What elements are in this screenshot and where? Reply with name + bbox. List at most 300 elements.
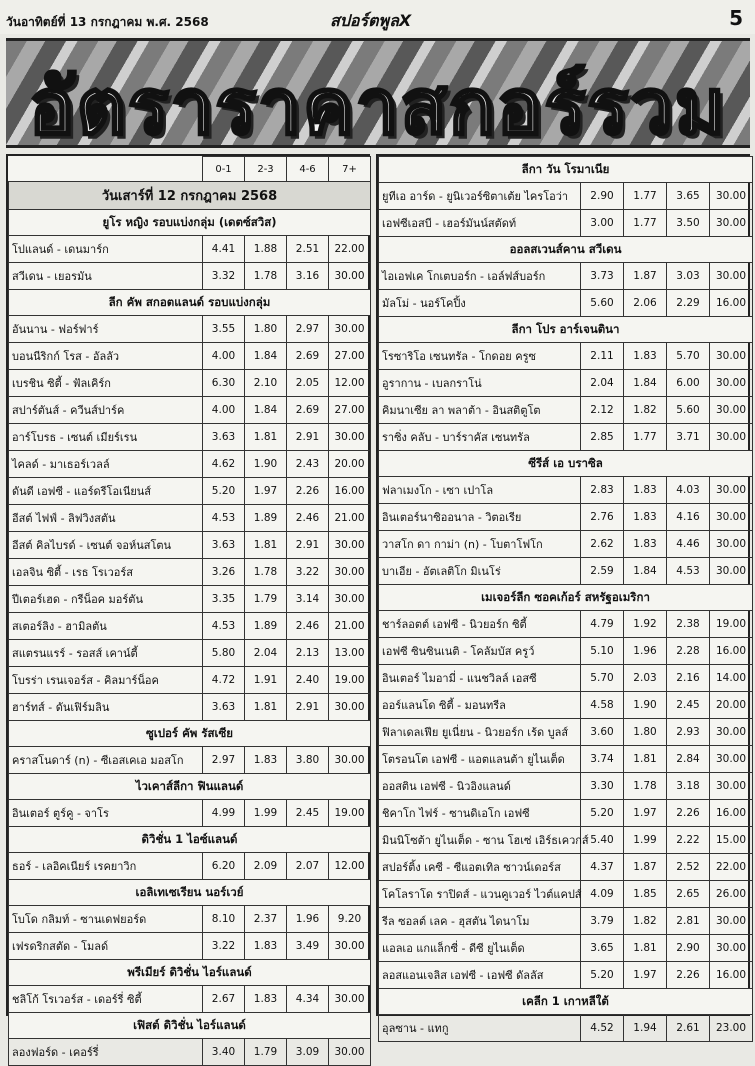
odds-value: 1.97 <box>624 962 667 989</box>
odds-value: 2.03 <box>624 665 667 692</box>
match-row <box>379 397 753 424</box>
match-name: วาสโก ดา กาม่า (n) - โบตาโฟโก <box>379 531 581 558</box>
league-row <box>379 237 753 263</box>
odds-value: 1.96 <box>624 638 667 665</box>
column-header: 7+ <box>329 157 371 182</box>
match-name: ไอเอฟเค โกเตบอร์ก - เอล์ฟส์บอร์ก <box>379 263 581 290</box>
odds-value: 1.84 <box>245 343 287 370</box>
column-header: 0-1 <box>203 157 245 182</box>
title-banner <box>6 38 750 151</box>
odds-value: 1.99 <box>245 800 287 827</box>
match-name: สปาร์ตันส์ - ควีนส์ปาร์ค <box>9 397 203 424</box>
league-name: ดิวิชั่น 1 ไอซ์แลนด์ <box>9 827 371 853</box>
odds-value: 16.00 <box>710 638 753 665</box>
league-name: เคลีก 1 เกาหลีใต้ <box>379 989 753 1015</box>
match-row <box>379 343 753 370</box>
odds-value: 3.18 <box>667 773 710 800</box>
odds-value: 1.77 <box>624 210 667 237</box>
match-row <box>379 370 753 397</box>
odds-value: 4.00 <box>203 343 245 370</box>
match-name: ปีเตอร์เฮด - กรีน็อค มอร์ตัน <box>9 586 203 613</box>
match-row <box>9 906 371 933</box>
odds-value: 1.81 <box>624 935 667 962</box>
odds-value: 30.00 <box>710 183 753 210</box>
match-name: รีล ซอลต์ เลค - ฮุสตัน ไดนาโม <box>379 908 581 935</box>
odds-value: 1.96 <box>287 906 329 933</box>
odds-value: 2.04 <box>581 370 624 397</box>
odds-value: 16.00 <box>329 478 371 505</box>
odds-value: 30.00 <box>710 935 753 962</box>
odds-value: 3.09 <box>287 1039 329 1066</box>
match-row <box>379 827 753 854</box>
odds-value: 1.87 <box>624 263 667 290</box>
match-name: ราซิ่ง คลับ - บาร์ราคัส เซนทรัล <box>379 424 581 451</box>
odds-value: 2.84 <box>667 746 710 773</box>
odds-value: 15.00 <box>710 827 753 854</box>
odds-value: 4.79 <box>581 611 624 638</box>
match-row <box>9 478 371 505</box>
match-name: อูรากาน - เบลกราโน่ <box>379 370 581 397</box>
odds-value: 30.00 <box>710 477 753 504</box>
odds-value: 4.46 <box>667 531 710 558</box>
odds-value: 14.00 <box>710 665 753 692</box>
odds-value: 20.00 <box>329 451 371 478</box>
odds-value: 19.00 <box>329 667 371 694</box>
match-name: แอลเอ แกแล็กซี่ - ดีซี ยูไนเต็ด <box>379 935 581 962</box>
match-name: เอฟซีเอสบี - เฮอร์มันน์สตัดท์ <box>379 210 581 237</box>
odds-value: 3.65 <box>581 935 624 962</box>
odds-value: 3.79 <box>581 908 624 935</box>
match-name: โปแลนด์ - เดนมาร์ก <box>9 236 203 263</box>
odds-value: 4.34 <box>287 986 329 1013</box>
odds-value: 1.81 <box>245 694 287 721</box>
odds-value: 16.00 <box>710 800 753 827</box>
match-name: ลองฟอร์ด - เคอร์รี่ <box>9 1039 203 1066</box>
odds-value: 30.00 <box>710 263 753 290</box>
odds-value: 30.00 <box>329 316 371 343</box>
match-row <box>379 424 753 451</box>
match-row <box>379 881 753 908</box>
odds-value: 12.00 <box>329 853 371 880</box>
match-name: อาร์โบรธ - เซนต์ เมียร์เรน <box>9 424 203 451</box>
odds-value: 2.26 <box>667 800 710 827</box>
left-odds-table <box>8 156 371 1066</box>
odds-value: 3.40 <box>203 1039 245 1066</box>
match-row <box>9 853 371 880</box>
match-name: อีสต์ คิลไบรด์ - เซนต์ จอห์นสโตน <box>9 532 203 559</box>
match-name: โคโลราโด ราปิดส์ - แวนคูเวอร์ ไวต์แคปส์ <box>379 881 581 908</box>
odds-value: 30.00 <box>710 908 753 935</box>
league-row <box>9 210 371 236</box>
odds-value: 3.22 <box>287 559 329 586</box>
odds-value: 2.37 <box>245 906 287 933</box>
match-row <box>379 665 753 692</box>
match-name: โรซาริโอ เซนทรัล - โกดอย ครูซ <box>379 343 581 370</box>
right-odds-column <box>376 154 750 1035</box>
odds-value: 3.63 <box>203 694 245 721</box>
match-row <box>9 1039 371 1066</box>
odds-value: 1.83 <box>245 747 287 774</box>
odds-value: 30.00 <box>329 586 371 613</box>
odds-value: 1.92 <box>624 611 667 638</box>
odds-value: 30.00 <box>710 558 753 585</box>
odds-value: 2.06 <box>624 290 667 317</box>
odds-value: 4.37 <box>581 854 624 881</box>
odds-value: 2.09 <box>245 853 287 880</box>
odds-value: 1.78 <box>245 559 287 586</box>
match-name: ชลิโก้ โรเวอร์ส - เดอร์รี่ ซิตี้ <box>9 986 203 1013</box>
match-day: วันเสาร์ที่ 12 กรกฎาคม 2568 <box>9 182 371 210</box>
match-row <box>379 962 753 989</box>
odds-value: 2.45 <box>667 692 710 719</box>
odds-value: 30.00 <box>710 719 753 746</box>
odds-value: 3.65 <box>667 183 710 210</box>
newspaper-brand: สปอร์ตพูลX <box>330 11 412 30</box>
odds-value: 3.71 <box>667 424 710 451</box>
odds-value: 4.52 <box>581 1015 624 1042</box>
odds-value: 1.83 <box>624 504 667 531</box>
odds-value: 30.00 <box>329 933 371 960</box>
match-name: ฮาร์ทส์ - ดันเฟิร์มลิน <box>9 694 203 721</box>
odds-value: 1.90 <box>245 451 287 478</box>
odds-value: 21.00 <box>329 613 371 640</box>
odds-value: 2.46 <box>287 613 329 640</box>
odds-value: 1.91 <box>245 667 287 694</box>
odds-value: 21.00 <box>329 505 371 532</box>
match-name: อินเตอร์ ไมอามี่ - แนชวิลล์ เอสซี <box>379 665 581 692</box>
league-name: ออลสเวนส์คาน สวีเดน <box>379 237 753 263</box>
odds-value: 1.97 <box>245 478 287 505</box>
match-row <box>379 638 753 665</box>
odds-value: 30.00 <box>710 773 753 800</box>
odds-value: 1.97 <box>624 800 667 827</box>
match-name: สแตรนแรร์ - รอสส์ เคาน์ตี้ <box>9 640 203 667</box>
league-row <box>9 290 371 316</box>
odds-value: 6.20 <box>203 853 245 880</box>
odds-value: 3.26 <box>203 559 245 586</box>
odds-value: 1.84 <box>624 558 667 585</box>
odds-value: 4.41 <box>203 236 245 263</box>
match-name: เบรชิน ซิตี้ - ฟัลเคิร์ก <box>9 370 203 397</box>
match-name: อินเตอร์ ตูร์คู - จาโร <box>9 800 203 827</box>
odds-value: 4.16 <box>667 504 710 531</box>
odds-value: 30.00 <box>710 531 753 558</box>
odds-value: 4.72 <box>203 667 245 694</box>
match-name: เอลจิน ซิตี้ - เรธ โรเวอร์ส <box>9 559 203 586</box>
odds-value: 2.91 <box>287 424 329 451</box>
match-name: โบโด กลิมท์ - ซานเดฟยอร์ด <box>9 906 203 933</box>
odds-value: 19.00 <box>329 800 371 827</box>
match-row <box>9 397 371 424</box>
odds-value: 3.14 <box>287 586 329 613</box>
right-odds-table <box>378 156 753 1042</box>
match-name: ออสติน เอฟซี - นิวอิงแลนด์ <box>379 773 581 800</box>
odds-value: 20.00 <box>710 692 753 719</box>
odds-value: 3.00 <box>581 210 624 237</box>
match-name: ฟิลาเดลเฟีย ยูเนี่ยน - นิวยอร์ก เร้ด บูลส์ <box>379 719 581 746</box>
odds-value: 22.00 <box>329 236 371 263</box>
match-name: อีสต์ ไฟฟ์ - ลิฟวิงสตัน <box>9 505 203 532</box>
odds-value: 2.38 <box>667 611 710 638</box>
odds-value: 5.60 <box>581 290 624 317</box>
odds-value: 2.45 <box>287 800 329 827</box>
match-row <box>9 370 371 397</box>
league-row <box>9 960 371 986</box>
odds-value: 2.51 <box>287 236 329 263</box>
match-row <box>9 933 371 960</box>
odds-value: 1.82 <box>624 397 667 424</box>
odds-value: 8.10 <box>203 906 245 933</box>
odds-value: 5.70 <box>667 343 710 370</box>
match-row <box>9 263 371 290</box>
league-row <box>379 451 753 477</box>
odds-value: 27.00 <box>329 343 371 370</box>
odds-value: 1.84 <box>245 397 287 424</box>
match-row <box>379 935 753 962</box>
odds-value: 1.87 <box>624 854 667 881</box>
odds-value: 1.83 <box>245 933 287 960</box>
match-name: อันนาน - ฟอร์ฟาร์ <box>9 316 203 343</box>
match-row <box>9 559 371 586</box>
odds-value: 2.11 <box>581 343 624 370</box>
odds-value: 30.00 <box>329 424 371 451</box>
league-name: ไวเคาส์ลีกา ฟินแลนด์ <box>9 774 371 800</box>
match-row <box>379 611 753 638</box>
odds-value: 6.00 <box>667 370 710 397</box>
league-row <box>9 880 371 906</box>
match-name: เฟรดริกสตัด - โมลด์ <box>9 933 203 960</box>
odds-value: 2.59 <box>581 558 624 585</box>
odds-value: 9.20 <box>329 906 371 933</box>
odds-value: 1.81 <box>245 424 287 451</box>
odds-value: 30.00 <box>329 559 371 586</box>
match-name: ไคลด์ - มาเธอร์เวลล์ <box>9 451 203 478</box>
banner-title: อัตราราคาสกอร์รวม <box>29 62 727 151</box>
match-row <box>379 558 753 585</box>
odds-value: 2.97 <box>203 747 245 774</box>
odds-value: 3.49 <box>287 933 329 960</box>
odds-value: 1.79 <box>245 586 287 613</box>
odds-value: 2.07 <box>287 853 329 880</box>
match-name: มัลโม่ - นอร์โคปิ้ง <box>379 290 581 317</box>
league-name: ซีรีส์ เอ บราซิล <box>379 451 753 477</box>
odds-value: 30.00 <box>710 746 753 773</box>
odds-value: 5.60 <box>667 397 710 424</box>
odds-value: 1.80 <box>245 316 287 343</box>
odds-value: 2.22 <box>667 827 710 854</box>
odds-value: 1.89 <box>245 505 287 532</box>
odds-value: 2.16 <box>667 665 710 692</box>
odds-value: 2.12 <box>581 397 624 424</box>
odds-value: 4.53 <box>203 505 245 532</box>
odds-value: 4.62 <box>203 451 245 478</box>
odds-value: 2.46 <box>287 505 329 532</box>
column-header: 2-3 <box>245 157 287 182</box>
odds-value: 22.00 <box>710 854 753 881</box>
odds-value: 13.00 <box>329 640 371 667</box>
match-row <box>9 747 371 774</box>
odds-value: 2.81 <box>667 908 710 935</box>
match-row <box>379 773 753 800</box>
odds-value: 1.79 <box>245 1039 287 1066</box>
odds-value: 19.00 <box>710 611 753 638</box>
league-row <box>379 585 753 611</box>
match-row <box>9 532 371 559</box>
odds-value: 30.00 <box>710 397 753 424</box>
match-name: สเตอร์ลิง - ฮามิลตัน <box>9 613 203 640</box>
left-odds-column <box>6 154 370 1059</box>
odds-value: 1.77 <box>624 424 667 451</box>
match-name: ชิคาโก ไฟร์ - ซานดิเอโก เอฟซี <box>379 800 581 827</box>
odds-value: 4.00 <box>203 397 245 424</box>
odds-value: 1.89 <box>245 613 287 640</box>
league-name: ซูเปอร์ คัพ รัสเซีย <box>9 721 371 747</box>
odds-value: 2.26 <box>667 962 710 989</box>
match-row <box>379 854 753 881</box>
header-blank <box>9 157 203 182</box>
match-row <box>379 210 753 237</box>
odds-value: 2.85 <box>581 424 624 451</box>
match-name: เอฟซี ซินซินเนติ - โคลัมบัส ครูว์ <box>379 638 581 665</box>
odds-value: 2.83 <box>581 477 624 504</box>
odds-value: 30.00 <box>329 694 371 721</box>
match-name: อินเตอร์นาซิออนาล - วิตอเรีย <box>379 504 581 531</box>
match-name: ดันดี เอฟซี - แอร์ดรีโอเนียนส์ <box>9 478 203 505</box>
odds-value: 4.99 <box>203 800 245 827</box>
odds-value: 2.13 <box>287 640 329 667</box>
odds-value: 3.16 <box>287 263 329 290</box>
match-row <box>379 183 753 210</box>
league-name: ลีก คัพ สกอตแลนด์ รอบแบ่งกลุ่ม <box>9 290 371 316</box>
match-row <box>9 316 371 343</box>
league-name: เอลิเทเซเรียน นอร์เวย์ <box>9 880 371 906</box>
odds-value: 4.09 <box>581 881 624 908</box>
odds-value: 16.00 <box>710 962 753 989</box>
match-name: บอนนีริกก์ โรส - อัลลัว <box>9 343 203 370</box>
odds-value: 2.90 <box>581 183 624 210</box>
column-header: 4-6 <box>287 157 329 182</box>
page-number: 5 <box>729 6 743 30</box>
league-row <box>379 157 753 183</box>
odds-value: 2.93 <box>667 719 710 746</box>
odds-value: 1.99 <box>624 827 667 854</box>
odds-value: 23.00 <box>710 1015 753 1042</box>
odds-value: 5.20 <box>203 478 245 505</box>
odds-value: 5.20 <box>581 800 624 827</box>
odds-value: 2.28 <box>667 638 710 665</box>
odds-value: 2.40 <box>287 667 329 694</box>
odds-value: 3.60 <box>581 719 624 746</box>
odds-value: 2.69 <box>287 397 329 424</box>
odds-value: 2.43 <box>287 451 329 478</box>
odds-value: 30.00 <box>329 263 371 290</box>
match-row <box>9 586 371 613</box>
odds-value: 1.88 <box>245 236 287 263</box>
league-name: พรีเมียร์ ดิวิชั่น ไอร์แลนด์ <box>9 960 371 986</box>
match-row <box>379 504 753 531</box>
odds-value: 3.35 <box>203 586 245 613</box>
odds-value: 3.30 <box>581 773 624 800</box>
match-name: สวีเดน - เยอรมัน <box>9 263 203 290</box>
odds-value: 27.00 <box>329 397 371 424</box>
odds-value: 5.70 <box>581 665 624 692</box>
match-row <box>9 613 371 640</box>
issue-date: วันอาทิตย์ที่ 13 กรกฎาคม พ.ศ. 2568 <box>6 15 209 29</box>
odds-value: 4.53 <box>667 558 710 585</box>
odds-value: 2.04 <box>245 640 287 667</box>
match-name: ลอสแอนเจลิส เอฟซี - เอฟซี ดัลลัส <box>379 962 581 989</box>
odds-value: 1.82 <box>624 908 667 935</box>
odds-value: 3.74 <box>581 746 624 773</box>
odds-value: 30.00 <box>329 747 371 774</box>
odds-value: 2.67 <box>203 986 245 1013</box>
league-name: ลีกา วัน โรมาเนีย <box>379 157 753 183</box>
odds-value: 2.05 <box>287 370 329 397</box>
odds-value: 1.94 <box>624 1015 667 1042</box>
match-row <box>379 719 753 746</box>
odds-value: 3.50 <box>667 210 710 237</box>
match-row <box>9 667 371 694</box>
odds-value: 3.73 <box>581 263 624 290</box>
odds-value: 2.52 <box>667 854 710 881</box>
odds-value: 3.22 <box>203 933 245 960</box>
match-row <box>9 640 371 667</box>
match-row <box>379 263 753 290</box>
match-name: มินนิโซต้า ยูไนเต็ด - ซาน โฮเซ่ เอิร์ธเควกส์ <box>379 827 581 854</box>
odds-value: 2.62 <box>581 531 624 558</box>
match-name: โตรอนโต เอฟซี - แอตแลนต้า ยูไนเต็ด <box>379 746 581 773</box>
odds-value: 16.00 <box>710 290 753 317</box>
odds-value: 5.10 <box>581 638 624 665</box>
odds-value: 3.80 <box>287 747 329 774</box>
league-row <box>9 827 371 853</box>
odds-value: 2.10 <box>245 370 287 397</box>
odds-value: 1.80 <box>624 719 667 746</box>
odds-value: 4.03 <box>667 477 710 504</box>
match-row <box>9 343 371 370</box>
odds-value: 5.80 <box>203 640 245 667</box>
match-name: ชาร์ลอตต์ เอฟซี - นิวยอร์ก ซิตี้ <box>379 611 581 638</box>
match-row <box>379 290 753 317</box>
odds-value: 1.83 <box>624 477 667 504</box>
odds-value: 3.63 <box>203 424 245 451</box>
odds-value: 2.91 <box>287 532 329 559</box>
day-row <box>9 182 371 210</box>
league-name: เฟิสต์ ดิวิชั่น ไอร์แลนด์ <box>9 1013 371 1039</box>
odds-value: 2.90 <box>667 935 710 962</box>
odds-value: 4.53 <box>203 613 245 640</box>
odds-value: 1.84 <box>624 370 667 397</box>
match-row <box>9 505 371 532</box>
odds-value: 12.00 <box>329 370 371 397</box>
odds-value: 2.61 <box>667 1015 710 1042</box>
odds-value: 30.00 <box>710 343 753 370</box>
page-header <box>0 0 755 34</box>
match-row <box>379 800 753 827</box>
odds-value: 2.65 <box>667 881 710 908</box>
match-row <box>379 531 753 558</box>
odds-value: 30.00 <box>329 1039 371 1066</box>
odds-value: 2.97 <box>287 316 329 343</box>
odds-value: 4.58 <box>581 692 624 719</box>
match-name: ออร์แลนโด ซิตี้ - มอนทรีล <box>379 692 581 719</box>
match-row <box>9 986 371 1013</box>
match-row <box>379 746 753 773</box>
match-row <box>9 424 371 451</box>
match-row <box>9 800 371 827</box>
league-row <box>9 1013 371 1039</box>
match-row <box>9 451 371 478</box>
